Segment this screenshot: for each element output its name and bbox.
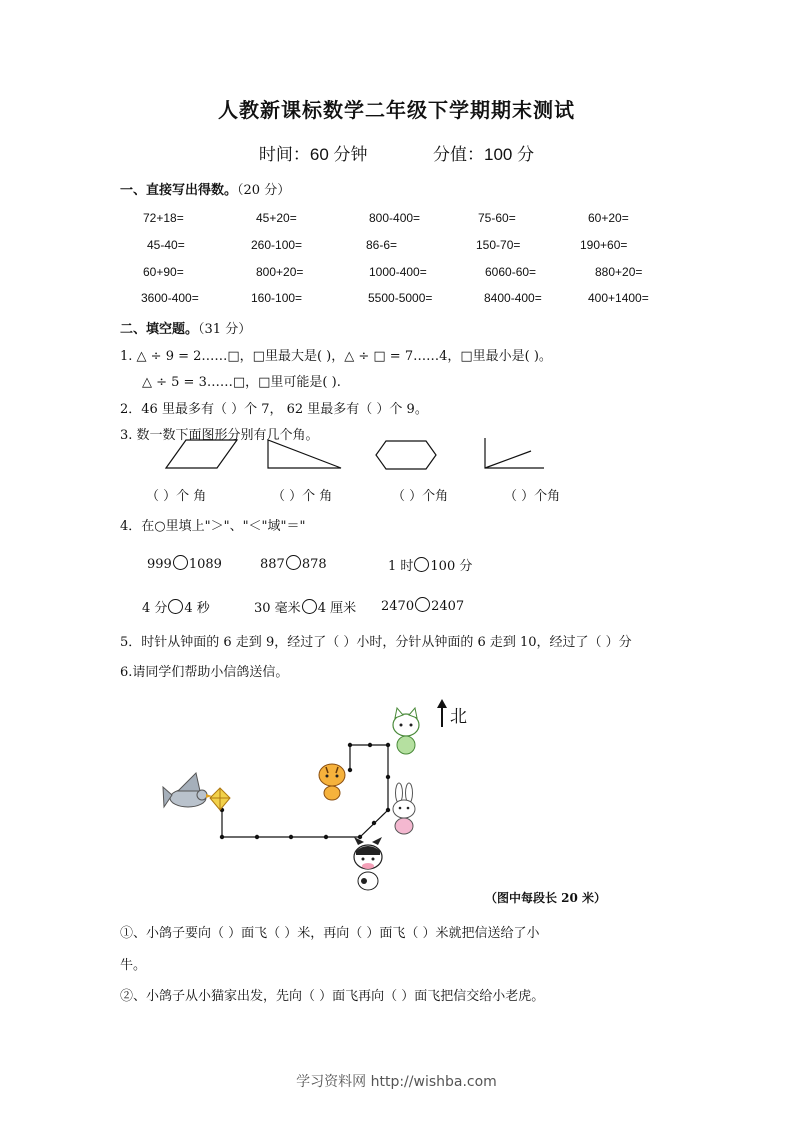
question-3: 3. 数一数下面图形分别有几个角。 xyxy=(120,428,319,443)
calc-item: 3600-400= xyxy=(141,291,199,305)
calc-item: 880+20= xyxy=(595,265,643,279)
question-2: 2．46 里最多有（ ）个 7， 62 里最多有（ ）个 9。 xyxy=(120,402,428,417)
section1-heading: 一、直接写出得数。（20 分） xyxy=(120,183,291,198)
shape-answer: （ ）个角 xyxy=(504,489,561,504)
tiger-icon xyxy=(319,764,345,800)
calc-item: 72+18= xyxy=(143,211,184,225)
compare-item: 30 毫米 4 厘米 xyxy=(254,601,357,616)
exam-info xyxy=(0,140,793,165)
pigeon-icon xyxy=(163,773,212,807)
time-label: 时间：60 分钟 xyxy=(258,145,368,164)
compare-circle[interactable] xyxy=(168,599,183,614)
shape-answer: （ ）个 角 xyxy=(146,489,207,504)
compare-circle[interactable] xyxy=(415,597,430,612)
map-caption: （图中每段长 20 米） xyxy=(485,891,607,905)
compare-circle[interactable] xyxy=(414,557,429,572)
footer-watermark: 学习资料网 http://wishba.com xyxy=(296,1074,497,1090)
angle-shapes xyxy=(140,435,560,475)
pigeon-route-map xyxy=(150,695,480,905)
calc-item: 60+90= xyxy=(143,265,184,279)
compare-item: 887 878 xyxy=(260,557,327,572)
angle-shape-ray xyxy=(485,451,531,468)
question-5: 5．时针从钟面的 6 走到 9，经过了（ ）小时，分针从钟面的 6 走到 10，经过了（ ）分 xyxy=(120,635,632,650)
letter-icon xyxy=(210,788,230,810)
question-6-part-1-cont: 牛。 xyxy=(120,958,147,973)
route-path xyxy=(222,745,388,837)
angle-shape-vertical xyxy=(485,438,544,468)
compare-item: 999 1089 xyxy=(147,557,222,572)
north-label: 北 xyxy=(450,707,467,727)
question-1-line-2: △ ÷ 5 = 3……□，□里可能是( ). xyxy=(142,375,341,390)
question-1-line-1: 1. △ ÷ 9 = 2……□，□里最大是( )，△ ÷ □ = 7……4，□里最小是( )。 xyxy=(120,349,552,364)
calc-item: 400+1400= xyxy=(588,291,649,305)
rabbit-icon xyxy=(393,783,415,834)
calc-item: 190+60= xyxy=(580,238,628,252)
shape-answer: （ ）个 角 xyxy=(272,489,333,504)
hexagon-shape xyxy=(376,441,436,469)
calc-item: 260-100= xyxy=(251,238,303,252)
compare-item: 4 分 4 秒 xyxy=(142,601,210,616)
calc-item: 5500-5000= xyxy=(368,291,433,305)
compare-item: 2470 2407 xyxy=(381,599,465,614)
parallelogram-shape xyxy=(166,440,237,468)
question-6: 6.请同学们帮助小信鸽送信。 xyxy=(120,665,289,680)
route-dots xyxy=(220,743,390,839)
question-6-part-1: ①、小鸽子要向（ ）面飞（ ）米，再向（ ）面飞（ ）米就把信送给了小 xyxy=(120,926,540,941)
calc-item: 86-6= xyxy=(366,238,398,252)
question-4: 4．在○里填上"＞"、"＜"域"＝" xyxy=(120,519,306,534)
calc-item: 60+20= xyxy=(588,211,629,225)
calc-item: 6060-60= xyxy=(485,265,537,279)
cat-icon xyxy=(393,708,419,754)
calc-item: 75-60= xyxy=(478,211,516,225)
compare-item: 1 时 100 分 xyxy=(388,559,473,574)
triangle-shape xyxy=(268,440,341,468)
score-label: 分值：100 分 xyxy=(433,145,535,164)
cow-icon xyxy=(354,837,382,890)
calc-item: 45+20= xyxy=(256,211,297,225)
calc-item: 45-40= xyxy=(147,238,185,252)
page-title: 人教新课标数学二年级下学期期末测试 xyxy=(218,98,575,122)
compare-circle[interactable] xyxy=(302,599,317,614)
calc-item: 8400-400= xyxy=(484,291,542,305)
compare-circle[interactable] xyxy=(173,555,188,570)
section2-heading: 二、填空题。（31 分） xyxy=(120,322,252,337)
question-6-part-2: ②、小鸽子从小猫家出发，先向（ ）面飞再向（ ）面飞把信交给小老虎。 xyxy=(120,989,545,1004)
calc-item: 800-400= xyxy=(369,211,421,225)
shape-answer: （ ）个角 xyxy=(392,489,449,504)
calc-item: 800+20= xyxy=(256,265,304,279)
compare-circle[interactable] xyxy=(286,555,301,570)
calc-item: 160-100= xyxy=(251,291,303,305)
calc-item: 1000-400= xyxy=(369,265,427,279)
north-arrow-head-icon xyxy=(437,699,447,708)
calc-item: 150-70= xyxy=(476,238,521,252)
